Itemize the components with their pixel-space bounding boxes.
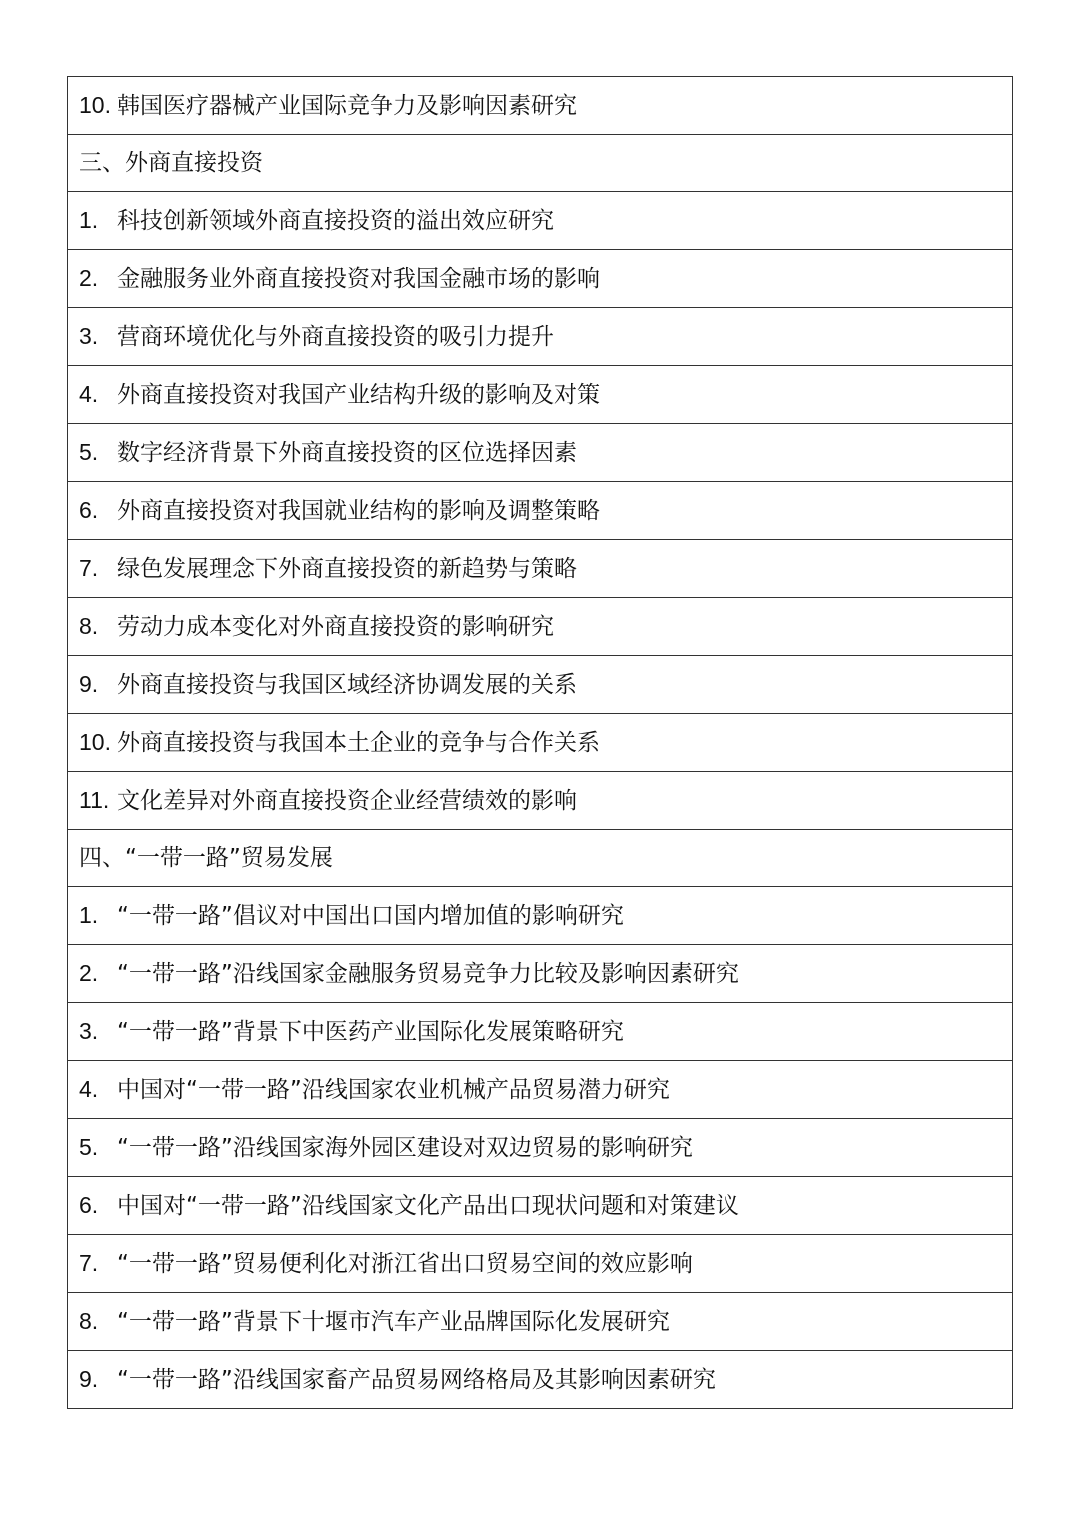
table-row — [68, 1003, 1013, 1061]
section-heading-cell — [68, 830, 1013, 887]
item-number: 5. — [79, 1134, 99, 1160]
topic-title: 文化差异对外商直接投资企业经营绩效的影响 — [117, 788, 577, 814]
topic-cell — [68, 250, 1013, 308]
table-row — [68, 598, 1013, 656]
topic-title: 中国对“一带一路”沿线国家文化产品出口现状问题和对策建议 — [117, 1193, 739, 1219]
item-number: 3. — [79, 323, 99, 349]
topic-title: “一带一路”背景下中医药产业国际化发展策略研究 — [117, 1019, 624, 1045]
table-row — [68, 77, 1013, 135]
item-number: 8. — [79, 613, 99, 639]
topic-cell — [68, 598, 1013, 656]
topic-cell — [68, 945, 1013, 1003]
table-row — [68, 887, 1013, 945]
item-number: 1. — [79, 207, 99, 233]
item-number: 4. — [79, 381, 99, 407]
table-row — [68, 772, 1013, 830]
topic-cell — [68, 1061, 1013, 1119]
table-body — [68, 77, 1013, 1409]
topic-cell — [68, 1003, 1013, 1061]
topic-title: 数字经济背景下外商直接投资的区位选择因素 — [117, 440, 577, 466]
topic-title: 科技创新领域外商直接投资的溢出效应研究 — [117, 208, 554, 234]
item-number: 1. — [79, 902, 99, 928]
topic-cell — [68, 366, 1013, 424]
item-number: 2. — [79, 265, 99, 291]
item-number: 4. — [79, 1076, 99, 1102]
table-row — [68, 1177, 1013, 1235]
item-number: 7. — [79, 1250, 99, 1276]
table-row — [68, 945, 1013, 1003]
section-heading-text: 四、“一带一路”贸易发展 — [79, 845, 333, 871]
topic-cell — [68, 656, 1013, 714]
section-heading-row — [68, 830, 1013, 887]
table-row — [68, 656, 1013, 714]
topic-cell — [68, 1351, 1013, 1409]
topic-title: 营商环境优化与外商直接投资的吸引力提升 — [117, 324, 554, 350]
topic-cell — [68, 1177, 1013, 1235]
item-number: 3. — [79, 1018, 99, 1044]
topic-title: 外商直接投资与我国区域经济协调发展的关系 — [117, 672, 577, 698]
topic-title: “一带一路”贸易便利化对浙江省出口贸易空间的效应影响 — [117, 1251, 693, 1277]
topic-title: “一带一路”背景下十堰市汽车产业品牌国际化发展研究 — [117, 1309, 670, 1335]
topic-title: 外商直接投资对我国就业结构的影响及调整策略 — [117, 498, 600, 524]
table-row — [68, 1351, 1013, 1409]
table-row — [68, 1235, 1013, 1293]
topic-cell — [68, 1293, 1013, 1351]
table-row — [68, 250, 1013, 308]
topic-cell — [68, 540, 1013, 598]
table-row — [68, 366, 1013, 424]
topic-cell — [68, 424, 1013, 482]
table-row — [68, 482, 1013, 540]
section-heading-text: 三、外商直接投资 — [79, 150, 263, 176]
topic-title: 外商直接投资与我国本土企业的竞争与合作关系 — [117, 730, 600, 756]
item-number: 6. — [79, 1192, 99, 1218]
item-number: 9. — [79, 1366, 99, 1392]
topic-cell — [68, 308, 1013, 366]
table-row — [68, 424, 1013, 482]
section-heading-cell — [68, 135, 1013, 192]
topic-title: “一带一路”沿线国家海外园区建设对双边贸易的影响研究 — [117, 1135, 693, 1161]
topic-title: “一带一路”倡议对中国出口国内增加值的影响研究 — [117, 903, 624, 929]
topic-cell — [68, 1119, 1013, 1177]
topic-title: 外商直接投资对我国产业结构升级的影响及对策 — [117, 382, 600, 408]
topic-title: 绿色发展理念下外商直接投资的新趋势与策略 — [117, 556, 577, 582]
topic-cell — [68, 887, 1013, 945]
topic-cell — [68, 192, 1013, 250]
section-heading-row — [68, 135, 1013, 192]
topic-cell — [68, 772, 1013, 830]
topic-cell — [68, 714, 1013, 772]
topic-title: 劳动力成本变化对外商直接投资的影响研究 — [117, 614, 554, 640]
research-topics-table — [67, 76, 1013, 1409]
item-number: 8. — [79, 1308, 99, 1334]
topic-title: 韩国医疗器械产业国际竞争力及影响因素研究 — [117, 93, 577, 119]
topic-cell — [68, 1235, 1013, 1293]
item-number: 9. — [79, 671, 99, 697]
table-row — [68, 1293, 1013, 1351]
item-number: 11. — [79, 787, 110, 813]
table-row — [68, 308, 1013, 366]
topic-cell — [68, 77, 1013, 135]
item-number: 2. — [79, 960, 99, 986]
table-row — [68, 540, 1013, 598]
table-row — [68, 714, 1013, 772]
item-number: 10. — [79, 729, 111, 755]
item-number: 6. — [79, 497, 99, 523]
topic-title: 中国对“一带一路”沿线国家农业机械产品贸易潜力研究 — [117, 1077, 670, 1103]
item-number: 10. — [79, 92, 111, 118]
topic-title: “一带一路”沿线国家畜产品贸易网络格局及其影响因素研究 — [117, 1367, 716, 1393]
item-number: 7. — [79, 555, 99, 581]
table-row — [68, 1061, 1013, 1119]
topic-cell — [68, 482, 1013, 540]
table-row — [68, 192, 1013, 250]
table-row — [68, 1119, 1013, 1177]
topic-title: “一带一路”沿线国家金融服务贸易竞争力比较及影响因素研究 — [117, 961, 739, 987]
item-number: 5. — [79, 439, 99, 465]
topic-title: 金融服务业外商直接投资对我国金融市场的影响 — [117, 266, 600, 292]
